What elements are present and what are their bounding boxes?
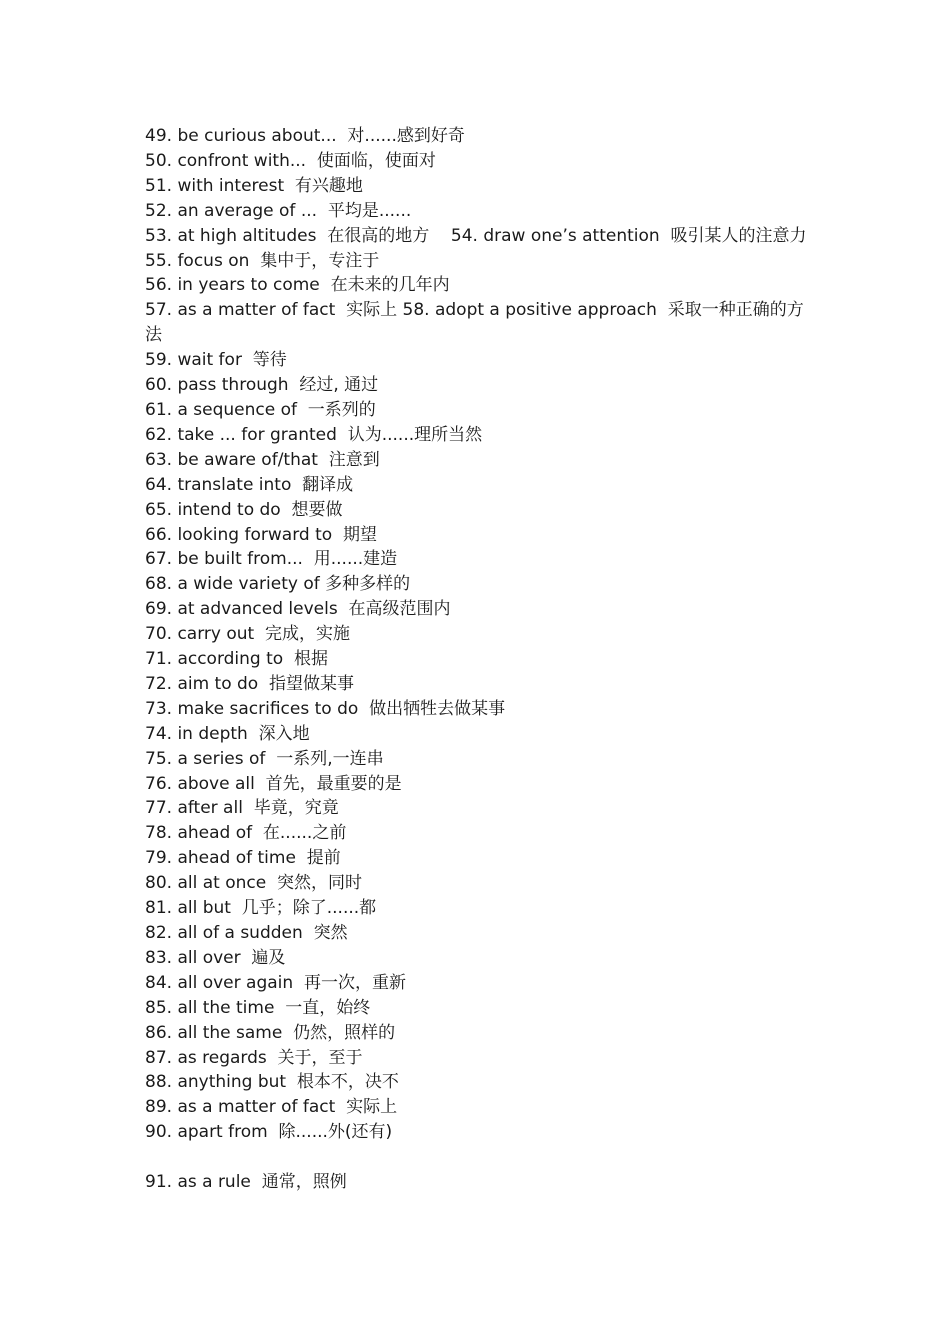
phrase-line: 71. according to 根据 xyxy=(145,649,328,670)
phrase-line: 57. as a matter of fact 实际上 58. adopt a positive approach 采取一种正确的方法 xyxy=(145,300,804,346)
phrase-line: 78. ahead of 在......之前 xyxy=(145,823,347,844)
phrase-line: 56. in years to come 在未来的几年内 xyxy=(145,275,450,296)
phrase-line: 55. focus on 集中于，专注于 xyxy=(145,250,380,271)
phrase-line: 52. an average of ... 平均是...... xyxy=(145,200,412,221)
phrase-line: 75. a series of 一系列,一连串 xyxy=(145,748,384,769)
blank-line xyxy=(145,1145,815,1170)
phrase-line: 59. wait for 等待 xyxy=(145,350,287,371)
phrase-line: 83. all over 遍及 xyxy=(145,947,286,968)
phrase-line: 77. after all 毕竟，究竟 xyxy=(145,798,339,819)
document-page xyxy=(145,124,815,1195)
phrase-line: 72. aim to do 指望做某事 xyxy=(145,673,355,694)
phrase-line: 65. intend to do 想要做 xyxy=(145,499,343,520)
phrase-line: 67. be built from... 用......建造 xyxy=(145,549,398,570)
phrase-line: 90. apart from 除......外(还有) xyxy=(145,1122,393,1143)
phrase-line: 62. take ... for granted 认为......理所当然 xyxy=(145,424,483,445)
phrase-line: 89. as a matter of fact 实际上 xyxy=(145,1097,398,1118)
phrase-line: 76. above all 首先，最重要的是 xyxy=(145,773,402,794)
phrase-line: 64. translate into 翻译成 xyxy=(145,474,354,495)
phrase-line: 74. in depth 深入地 xyxy=(145,723,310,744)
phrase-line: 51. with interest 有兴趣地 xyxy=(145,175,363,196)
phrase-line: 61. a sequence of 一系列的 xyxy=(145,399,376,420)
phrase-line: 85. all the time 一直，始终 xyxy=(145,997,371,1018)
phrase-line: 60. pass through 经过, 通过 xyxy=(145,375,379,396)
phrase-line: 70. carry out 完成，实施 xyxy=(145,624,350,645)
phrase-line: 66. looking forward to 期望 xyxy=(145,524,377,545)
phrase-line: 68. a wide variety of 多种多样的 xyxy=(145,574,411,595)
phrase-line: 79. ahead of time 提前 xyxy=(145,848,341,869)
phrase-line: 73. make sacrifices to do 做出牺牲去做某事 xyxy=(145,698,506,719)
phrase-line: 86. all the same 仍然，照样的 xyxy=(145,1022,396,1043)
phrase-line: 50. confront with... 使面临，使面对 xyxy=(145,150,436,171)
phrase-line: 49. be curious about... 对......感到好奇 xyxy=(145,126,465,146)
phrase-line: 53. at high altitudes 在很高的地方 54. draw one’s attention 吸引某人的注意力 xyxy=(145,225,807,246)
phrase-line: 87. as regards 关于，至于 xyxy=(145,1047,363,1068)
phrase-line: 80. all at once 突然，同时 xyxy=(145,873,362,894)
phrase-list xyxy=(145,124,815,1145)
phrase-line: 84. all over again 再一次，重新 xyxy=(145,972,406,993)
phrase-line-91: 91. as a rule 通常，照例 xyxy=(145,1172,347,1193)
phrase-line: 63. be aware of/that 注意到 xyxy=(145,449,380,470)
phrase-line: 69. at advanced levels 在高级范围内 xyxy=(145,599,451,620)
phrase-line: 88. anything but 根本不，决不 xyxy=(145,1072,399,1093)
phrase-line: 81. all but 几乎；除了......都 xyxy=(145,898,377,919)
phrase-line: 82. all of a sudden 突然 xyxy=(145,923,348,943)
